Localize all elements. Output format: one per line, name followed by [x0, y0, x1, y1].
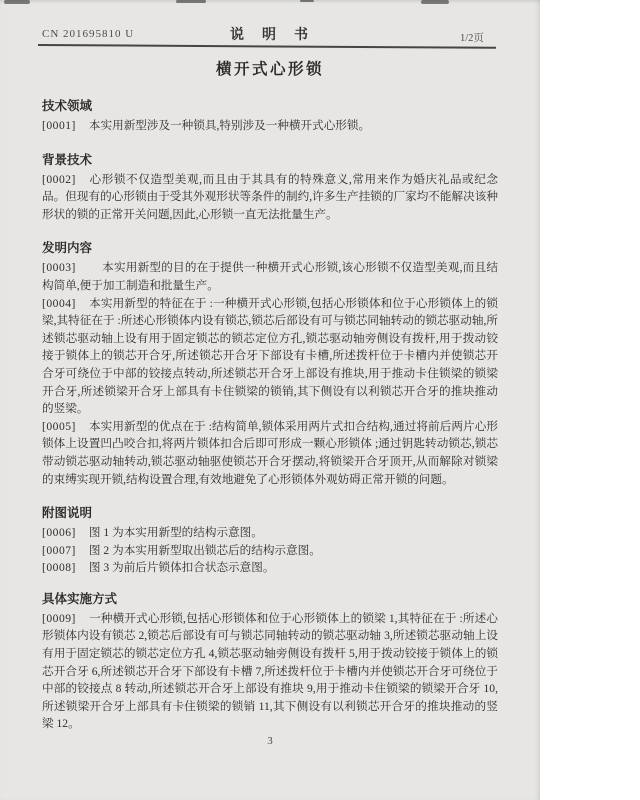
paragraph-0009	[42, 610, 498, 733]
paragraph-0004	[42, 295, 498, 418]
section-summary-of-invention	[42, 240, 498, 488]
scan-artifact	[4, 0, 30, 4]
paragraph-text: 本实用新型涉及一种锁具,特别涉及一种横开式心形锁。	[88, 119, 371, 132]
scan-artifact	[421, 0, 449, 4]
paragraph-number: [0003]	[42, 261, 76, 275]
paragraph-0005	[42, 418, 498, 488]
paragraph-number: [0007]	[42, 543, 76, 557]
page-number: 3	[267, 735, 273, 747]
page-indicator: 1/2页	[460, 33, 484, 44]
section-heading: 附图说明	[42, 506, 93, 521]
paragraph-text: 图 2 为本实用新型取出锁芯后的结构示意图。	[88, 543, 321, 557]
paragraph-text: 本实用新型的优点在于 :结构简单,锁体采用两片式扣合结构,通过将前后两片心形锁体上设置凹凸咬合扣,将两片锁体扣合后即可形成一颗心形锁体 ;通过钥匙转动锁芯,锁芯带动锁芯驱动轴转动,锁芯驱动轴驱使锁芯开合牙摆动,将锁梁开合牙顶开,从而解除对锁梁的束缚实现开锁,结构设置合理,有效地避免了心形锁体外观妨碍正常开锁的问题。	[42, 419, 498, 486]
document-body	[42, 60, 498, 733]
paragraph-0006	[42, 524, 498, 542]
header-divider-line	[38, 44, 496, 48]
paragraph-text: 图 1 为本实用新型的结构示意图。	[88, 526, 263, 540]
paragraph-text: 图 3 为前后片锁体扣合状态示意图。	[88, 561, 275, 575]
paragraph-number: [0009]	[42, 611, 76, 625]
paragraph-text: 本实用新型的目的在于提供一种横开式心形锁,该心形锁不仅造型美观,而且结构简单,便于加工制造和批量生产。	[42, 261, 498, 292]
paragraph-0003	[42, 259, 498, 294]
section-background-art	[42, 152, 498, 224]
patent-number: CN 201695810 U	[42, 28, 135, 40]
section-heading: 发明内容	[42, 241, 93, 256]
paragraph-0007	[42, 542, 498, 560]
document-type-label: 说 明 书	[230, 28, 310, 43]
paragraph-number: [0001]	[42, 119, 76, 132]
paragraph-number: [0008]	[42, 561, 76, 575]
paragraph-number: [0004]	[42, 296, 76, 310]
section-technical-field	[42, 98, 498, 135]
section-brief-description-of-drawings	[42, 505, 498, 577]
paragraph-0001	[42, 117, 498, 135]
paragraph-text: 一种横开式心形锁,包括心形锁体和位于心形锁体上的锁梁 1,其特征在于 :所述心形锁体内设有锁芯 2,锁芯后部设有可与锁芯同轴转动的锁芯驱动轴 3,所述锁芯驱动轴上设有用于固定锁芯的锁芯定位方孔 4,锁芯驱动轴旁侧设有拨杆 5,用于拨动铰接于锁体上的锁芯开合牙 6,所述锁芯开合牙下部设有卡槽 7,所述拨杆位于卡槽内并使锁芯开合牙可绕位于中部的铰接点 8 转动,所述锁芯开合牙上部设有推块 9,用于推动卡住锁梁的锁梁开合牙 10,所述锁梁开合牙上部具有卡住锁梁的锁销 11,其下侧设有以利锁芯开合牙的推块推动的竖梁 12。	[42, 611, 498, 731]
paragraph-number: [0002]	[42, 172, 76, 186]
section-heading: 背景技术	[42, 152, 93, 167]
section-heading: 技术领域	[42, 99, 93, 113]
invention-title: 横开式心形锁	[215, 61, 324, 78]
paragraph-number: [0005]	[42, 419, 76, 433]
scan-artifact	[300, 0, 314, 2]
paragraph-text: 本实用新型的特征在于 :一种横开式心形锁,包括心形锁体和位于心形锁体上的锁梁,其特征在于 :所述心形锁体内设有锁芯,锁芯后部设有可与锁芯同轴转动的锁芯驱动轴,所述锁芯驱动轴上设有用于固定锁芯的锁芯定位方孔,锁芯驱动轴旁侧设有拨杆,用于拨动铰接于锁体上的锁芯开合牙,所述锁芯开合牙下部设有卡槽,所述拨杆位于卡槽内并使锁芯开合牙可绕位于中部的铰接点转动,所述锁芯开合牙上部设有推块,用于推动卡住锁梁的锁梁开合牙,所述锁梁开合牙上部具有卡住锁梁的锁销,其下侧设有以利锁芯开合牙的推块推动的竖梁。	[42, 296, 498, 416]
section-detailed-description	[42, 591, 498, 733]
paragraph-0002	[42, 171, 498, 224]
paragraph-text: 心形锁不仅造型美观,而且由于其具有的特殊意义,常用来作为婚庆礼品或纪念品。但现有的心形锁由于受其外观形状等条件的制约,许多生产挂锁的厂家均不能解决该种形状的锁的正常开关问题,因此,心形锁一直无法批量生产。	[42, 172, 498, 221]
paragraph-0008	[42, 559, 498, 577]
paragraph-number: [0006]	[42, 526, 76, 540]
section-heading: 具体实施方式	[42, 591, 118, 606]
scan-artifact	[176, 0, 206, 3]
